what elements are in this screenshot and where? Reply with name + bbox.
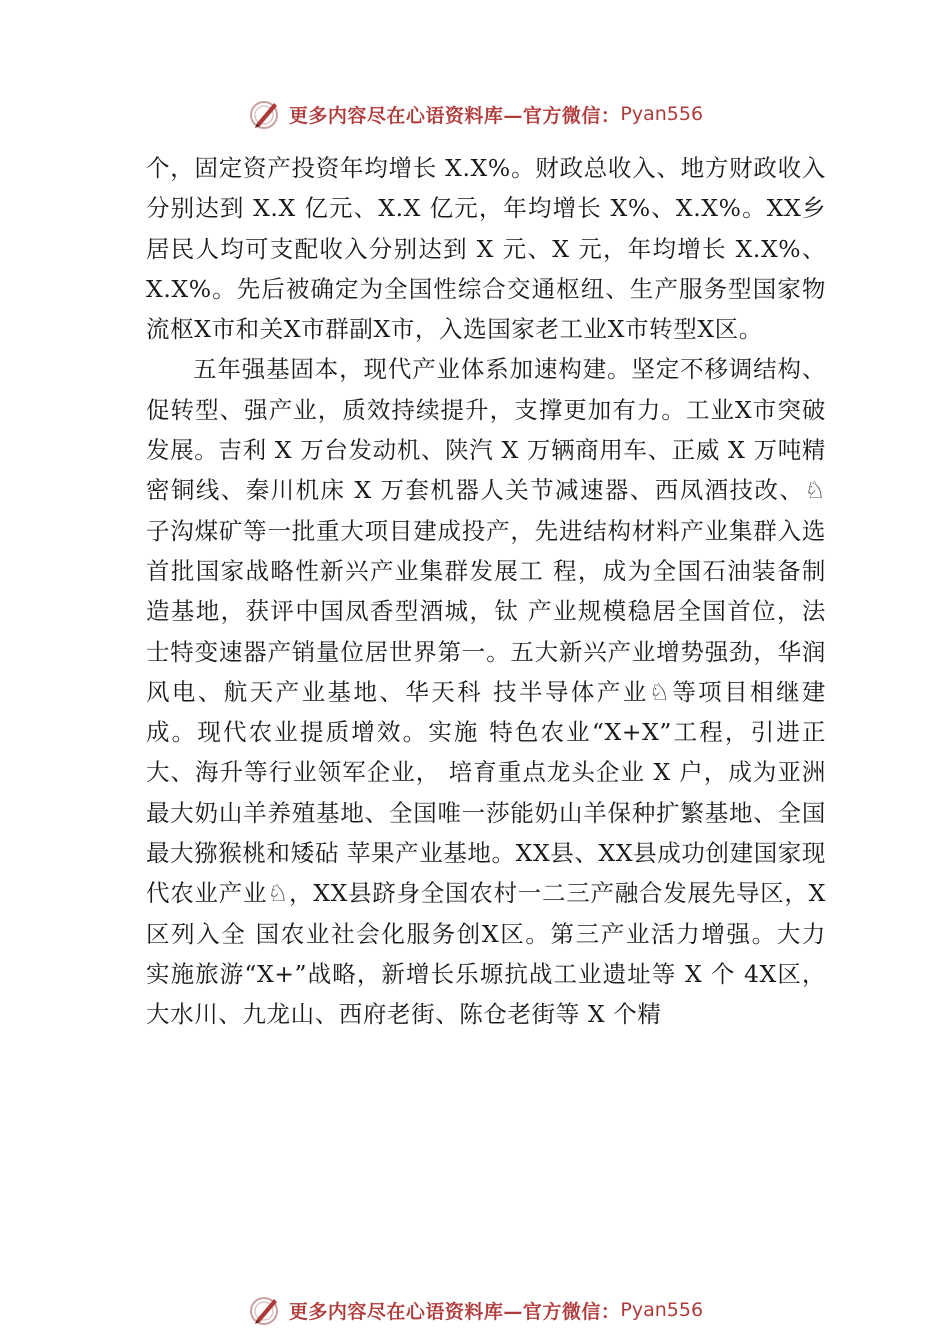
banner-wechat-id: Pyan556 [620, 1299, 704, 1321]
banner-text: 更多内容尽在心语资料库—官方微信： [288, 1300, 621, 1323]
footer-banner [0, 1290, 950, 1330]
banner-wechat-id: Pyan556 [620, 103, 704, 125]
pen-logo-icon [247, 1292, 283, 1328]
paragraph-2: 五年强基固本，现代产业体系加速构建。坚定不移调结构、促转型、强产业，质效持续提升，支撑更加有力。工业X市突破发展。吉利 X 万台发动机、陕汽 X 万辆商用车、正威 X 万吨精密铜线、秦川机床 X 万套机器人关节减速器、西凤酒技改、♘子沟煤矿等一批重大项目建成投产，先进结构材料产业集群入选首批国家战略性新兴产业集群发展工 程，成为全国石油装备制造基地，获评中国凤香型酒城，钛 产业规模稳居全国首位，法士特变速器产销量位居世界第一。五大新兴产业增势强劲，华润风电、航天产业基地、华天科 技半导体产业♘等项目相继建成。现代农业提质增效。实施 特色农业“X+X”工程，引进正大、海升等行业领军企业， 培育重点龙头企业 X 户，成为亚洲最大奶山羊养殖基地、全国唯一莎能奶山羊保种扩繁基地、全国最大猕猴桃和矮砧 苹果产业基地。XX县、XX县成功创建国家现代农业产业♘，XX县跻身全国农村一二三产融合发展先导区，X区列入全 国农业社会化服务创X区。第三产业活力增强。大力 实施旅游“X+”战略，新增长乐塬抗战工业遗址等 X 个 4X区，大水川、九龙山、西府老街、陈仓老街等 X 个精 [146, 355, 826, 1029]
paragraph-1: 个，固定资产投资年均增长 X.X%。财政总收入、地方财政收入分别达到 X.X 亿元、X.X 亿元，年均增长 X%、X.X%。XX乡居民人均可支配收入分别达到 X 元、X 元，年均增长 X.X%、X.X%。先后被确定为全国性综合交通枢纽、生产服务型国家物流枢X市和关X市群副X市，入选国家老工业X市转型X区。 [146, 154, 826, 344]
document-body [146, 148, 826, 1035]
pen-logo-icon [247, 96, 283, 132]
header-banner [0, 94, 950, 134]
banner-text: 更多内容尽在心语资料库—官方微信： [288, 104, 621, 127]
